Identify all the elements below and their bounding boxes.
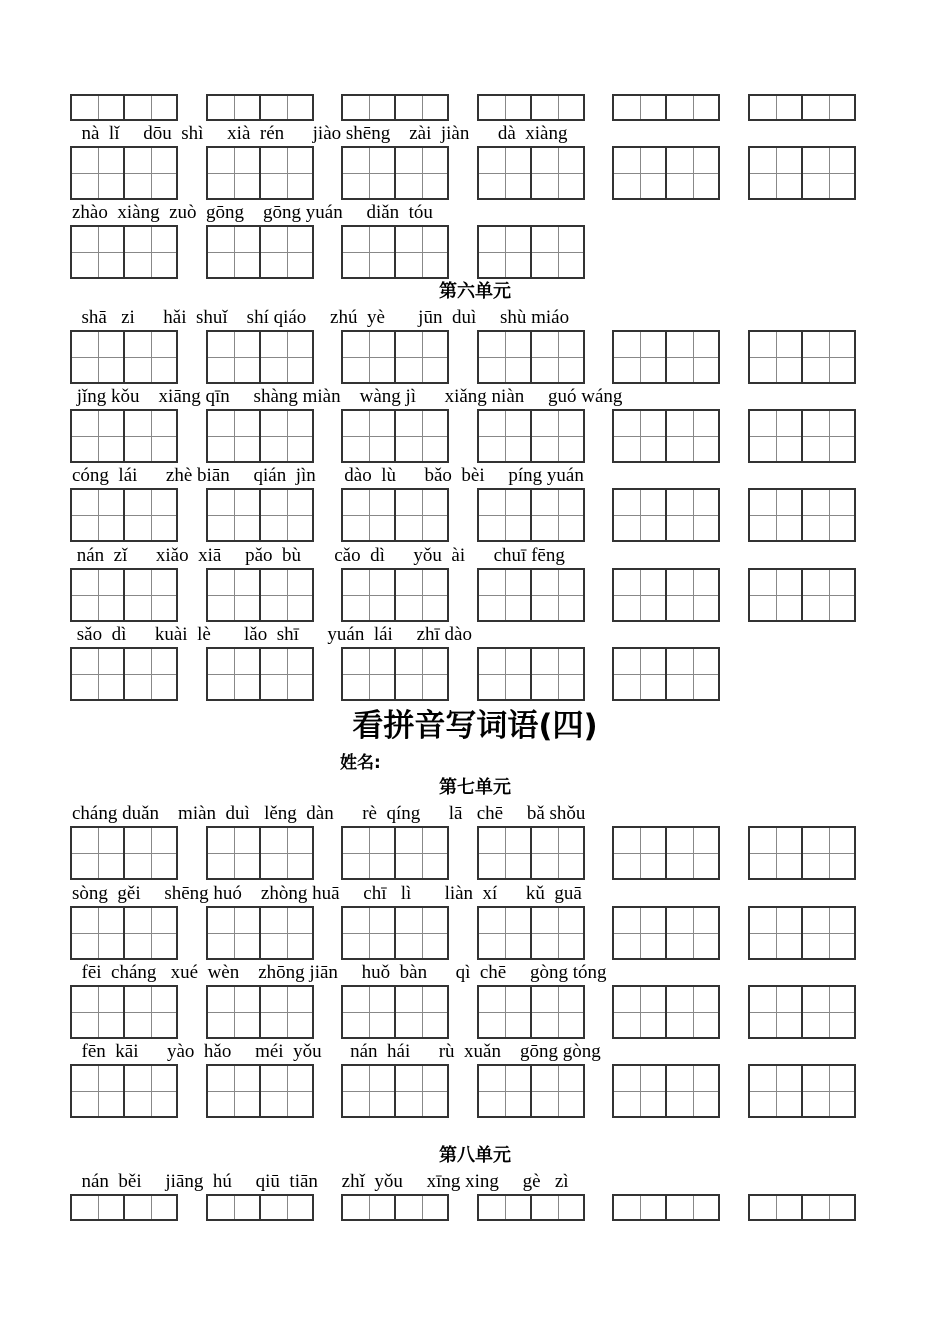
character-cell — [665, 649, 718, 699]
character-cell — [123, 570, 176, 620]
character-cell — [343, 490, 394, 540]
writing-box-pair — [748, 146, 856, 200]
pinyin-row: sǎo dì kuài lè lǎo shī yuán lái zhī dào — [72, 624, 472, 645]
character-cell — [750, 908, 801, 958]
character-cell — [665, 908, 718, 958]
character-cell — [343, 227, 394, 277]
writing-box-pair — [612, 906, 720, 960]
character-cell — [72, 148, 123, 198]
character-cell — [479, 649, 530, 699]
character-cell — [208, 227, 259, 277]
writing-box-pair — [70, 906, 178, 960]
writing-box-pair — [748, 1064, 856, 1118]
writing-box-pair — [748, 985, 856, 1039]
writing-box-pair — [748, 488, 856, 542]
writing-box-pair — [341, 94, 449, 121]
writing-box-pair — [70, 94, 178, 121]
pinyin-row: sòng gěi shēng huó zhòng huā chī lì liàn xí kǔ guā — [72, 883, 582, 904]
character-cell — [123, 227, 176, 277]
name-label: 姓名: — [340, 753, 381, 773]
character-cell — [750, 1196, 801, 1219]
character-cell — [259, 1066, 312, 1116]
character-cell — [801, 570, 854, 620]
character-cell — [801, 987, 854, 1037]
writing-box-pair — [70, 409, 178, 463]
character-cell — [530, 411, 583, 461]
character-cell — [343, 908, 394, 958]
character-cell — [479, 908, 530, 958]
writing-box-pair — [477, 94, 585, 121]
unit-title: 第六单元 — [439, 281, 511, 302]
character-cell — [259, 490, 312, 540]
character-cell — [530, 148, 583, 198]
writing-box-pair — [612, 985, 720, 1039]
character-cell — [123, 908, 176, 958]
pinyin-row: zhào xiàng zuò gōng gōng yuán diǎn tóu — [72, 202, 433, 223]
character-cell — [259, 570, 312, 620]
character-cell — [530, 1196, 583, 1219]
writing-box-pair — [748, 1194, 856, 1221]
writing-box-pair — [206, 94, 314, 121]
writing-box-pair — [612, 1194, 720, 1221]
writing-box-pair — [748, 409, 856, 463]
writing-box-pair — [341, 568, 449, 622]
character-cell — [801, 148, 854, 198]
character-cell — [530, 570, 583, 620]
writing-box-pair — [206, 330, 314, 384]
unit-title: 第八单元 — [439, 1145, 511, 1166]
character-cell — [259, 332, 312, 382]
character-cell — [750, 987, 801, 1037]
writing-box-pair — [341, 409, 449, 463]
pinyin-row: cháng duǎn miàn duì lěng dàn rè qíng lā chē bǎ shǒu — [72, 803, 586, 824]
character-cell — [394, 411, 447, 461]
writing-box-pair — [70, 1194, 178, 1221]
character-cell — [750, 570, 801, 620]
writing-box-pair — [70, 647, 178, 701]
writing-box-pair — [70, 488, 178, 542]
character-cell — [259, 96, 312, 119]
character-cell — [123, 148, 176, 198]
writing-box-pair — [341, 146, 449, 200]
character-cell — [208, 987, 259, 1037]
character-cell — [208, 332, 259, 382]
pinyin-row: nà lǐ dōu shì xià rén jiào shēng zài jiàn dà xiàng — [72, 123, 568, 144]
writing-box-pair — [206, 225, 314, 279]
writing-box-pair — [477, 647, 585, 701]
writing-box-pair — [612, 647, 720, 701]
character-cell — [801, 332, 854, 382]
character-cell — [801, 908, 854, 958]
pinyin-row: cóng lái zhè biān qián jìn dào lù bǎo bèi píng yuán — [72, 465, 584, 486]
writing-box-pair — [206, 1194, 314, 1221]
character-cell — [123, 987, 176, 1037]
writing-box-pair — [341, 826, 449, 880]
writing-box-pair — [206, 146, 314, 200]
writing-box-pair — [206, 409, 314, 463]
character-cell — [614, 649, 665, 699]
writing-box-pair — [612, 826, 720, 880]
character-cell — [394, 332, 447, 382]
character-cell — [123, 332, 176, 382]
character-cell — [665, 1066, 718, 1116]
writing-box-pair — [70, 826, 178, 880]
writing-box-pair — [206, 568, 314, 622]
character-cell — [801, 96, 854, 119]
character-cell — [530, 987, 583, 1037]
character-cell — [394, 1196, 447, 1219]
writing-box-pair — [341, 647, 449, 701]
character-cell — [665, 570, 718, 620]
pinyin-row: shā zi hǎi shuǐ shí qiáo zhú yè jūn duì shù miáo — [72, 307, 570, 328]
writing-box-pair — [748, 568, 856, 622]
character-cell — [479, 227, 530, 277]
character-cell — [614, 987, 665, 1037]
writing-box-pair — [70, 225, 178, 279]
character-cell — [614, 148, 665, 198]
character-cell — [343, 96, 394, 119]
writing-box-pair — [206, 985, 314, 1039]
writing-box-pair — [341, 488, 449, 542]
writing-box-pair — [477, 409, 585, 463]
character-cell — [801, 1066, 854, 1116]
character-cell — [208, 570, 259, 620]
worksheet-title: 看拼音写词语(四) — [352, 708, 598, 744]
writing-box-pair — [612, 488, 720, 542]
character-cell — [208, 96, 259, 119]
writing-box-pair — [477, 330, 585, 384]
character-cell — [208, 490, 259, 540]
pinyin-row: nán zǐ xiǎo xiā pǎo bù cǎo dì yǒu ài chuī fēng — [72, 545, 565, 566]
unit-title: 第七单元 — [439, 777, 511, 798]
character-cell — [530, 227, 583, 277]
character-cell — [394, 227, 447, 277]
writing-box-pair — [341, 225, 449, 279]
writing-box-pair — [341, 906, 449, 960]
writing-box-pair — [477, 488, 585, 542]
character-cell — [479, 96, 530, 119]
character-cell — [530, 908, 583, 958]
character-cell — [208, 1196, 259, 1219]
character-cell — [530, 828, 583, 878]
character-cell — [259, 148, 312, 198]
character-cell — [614, 908, 665, 958]
character-cell — [259, 908, 312, 958]
writing-box-pair — [477, 1194, 585, 1221]
character-cell — [801, 490, 854, 540]
character-cell — [530, 649, 583, 699]
writing-box-pair — [70, 985, 178, 1039]
character-cell — [72, 570, 123, 620]
character-cell — [394, 908, 447, 958]
character-cell — [208, 1066, 259, 1116]
character-cell — [123, 96, 176, 119]
character-cell — [530, 96, 583, 119]
character-cell — [614, 828, 665, 878]
character-cell — [343, 649, 394, 699]
character-cell — [665, 828, 718, 878]
character-cell — [394, 148, 447, 198]
character-cell — [530, 1066, 583, 1116]
character-cell — [123, 411, 176, 461]
character-cell — [343, 987, 394, 1037]
writing-box-pair — [341, 330, 449, 384]
character-cell — [665, 490, 718, 540]
writing-box-pair — [70, 568, 178, 622]
writing-box-pair — [206, 488, 314, 542]
character-cell — [394, 1066, 447, 1116]
character-cell — [614, 570, 665, 620]
pinyin-row: fēi cháng xué wèn zhōng jiān huǒ bàn qì chē gòng tóng — [72, 962, 607, 983]
writing-box-pair — [477, 1064, 585, 1118]
writing-box-pair — [612, 1064, 720, 1118]
pinyin-row: fēn kāi yào hǎo méi yǒu nán hái rù xuǎn gōng gòng — [72, 1041, 601, 1062]
character-cell — [72, 227, 123, 277]
character-cell — [343, 411, 394, 461]
writing-box-pair — [748, 94, 856, 121]
character-cell — [665, 148, 718, 198]
character-cell — [614, 332, 665, 382]
writing-box-pair — [206, 647, 314, 701]
character-cell — [750, 828, 801, 878]
writing-box-pair — [206, 906, 314, 960]
character-cell — [479, 570, 530, 620]
pinyin-row: jǐng kǒu xiāng qīn shàng miàn wàng jì xiǎng niàn guó wáng — [72, 386, 623, 407]
character-cell — [394, 987, 447, 1037]
character-cell — [123, 828, 176, 878]
writing-box-pair — [612, 94, 720, 121]
writing-box-pair — [612, 146, 720, 200]
character-cell — [614, 411, 665, 461]
character-cell — [750, 148, 801, 198]
character-cell — [259, 227, 312, 277]
character-cell — [72, 908, 123, 958]
writing-box-pair — [748, 826, 856, 880]
character-cell — [479, 1196, 530, 1219]
character-cell — [208, 148, 259, 198]
writing-box-pair — [70, 330, 178, 384]
character-cell — [530, 490, 583, 540]
writing-box-pair — [70, 146, 178, 200]
character-cell — [665, 1196, 718, 1219]
character-cell — [123, 1196, 176, 1219]
character-cell — [801, 411, 854, 461]
writing-box-pair — [341, 1194, 449, 1221]
character-cell — [259, 1196, 312, 1219]
character-cell — [123, 649, 176, 699]
character-cell — [614, 1066, 665, 1116]
writing-box-pair — [477, 225, 585, 279]
character-cell — [72, 411, 123, 461]
character-cell — [479, 828, 530, 878]
writing-box-pair — [612, 568, 720, 622]
character-cell — [208, 908, 259, 958]
character-cell — [394, 490, 447, 540]
character-cell — [259, 987, 312, 1037]
character-cell — [801, 1196, 854, 1219]
character-cell — [123, 490, 176, 540]
character-cell — [259, 411, 312, 461]
character-cell — [750, 411, 801, 461]
character-cell — [750, 490, 801, 540]
character-cell — [343, 1196, 394, 1219]
writing-box-pair — [748, 330, 856, 384]
character-cell — [614, 1196, 665, 1219]
character-cell — [750, 96, 801, 119]
pinyin-row: nán běi jiāng hú qiū tiān zhǐ yǒu xīng xing gè zì — [72, 1171, 569, 1192]
character-cell — [614, 96, 665, 119]
writing-box-pair — [341, 1064, 449, 1118]
character-cell — [479, 490, 530, 540]
writing-box-pair — [477, 826, 585, 880]
character-cell — [208, 649, 259, 699]
writing-box-pair — [70, 1064, 178, 1118]
character-cell — [343, 570, 394, 620]
character-cell — [72, 1196, 123, 1219]
writing-box-pair — [206, 826, 314, 880]
character-cell — [343, 332, 394, 382]
character-cell — [123, 1066, 176, 1116]
character-cell — [665, 96, 718, 119]
character-cell — [479, 332, 530, 382]
character-cell — [259, 828, 312, 878]
writing-box-pair — [206, 1064, 314, 1118]
character-cell — [394, 828, 447, 878]
character-cell — [394, 570, 447, 620]
character-cell — [614, 490, 665, 540]
character-cell — [394, 649, 447, 699]
character-cell — [479, 411, 530, 461]
writing-box-pair — [748, 906, 856, 960]
writing-box-pair — [477, 906, 585, 960]
character-cell — [72, 96, 123, 119]
character-cell — [530, 332, 583, 382]
character-cell — [665, 332, 718, 382]
character-cell — [343, 828, 394, 878]
character-cell — [259, 649, 312, 699]
character-cell — [665, 411, 718, 461]
character-cell — [208, 411, 259, 461]
writing-box-pair — [612, 330, 720, 384]
character-cell — [72, 828, 123, 878]
character-cell — [72, 987, 123, 1037]
character-cell — [750, 332, 801, 382]
character-cell — [479, 987, 530, 1037]
writing-box-pair — [477, 568, 585, 622]
character-cell — [750, 1066, 801, 1116]
writing-box-pair — [477, 985, 585, 1039]
character-cell — [208, 828, 259, 878]
writing-box-pair — [477, 146, 585, 200]
character-cell — [72, 649, 123, 699]
writing-box-pair — [341, 985, 449, 1039]
character-cell — [394, 96, 447, 119]
character-cell — [343, 148, 394, 198]
character-cell — [72, 490, 123, 540]
character-cell — [665, 987, 718, 1037]
character-cell — [72, 1066, 123, 1116]
character-cell — [479, 1066, 530, 1116]
character-cell — [72, 332, 123, 382]
character-cell — [801, 828, 854, 878]
character-cell — [479, 148, 530, 198]
writing-box-pair — [612, 409, 720, 463]
character-cell — [343, 1066, 394, 1116]
